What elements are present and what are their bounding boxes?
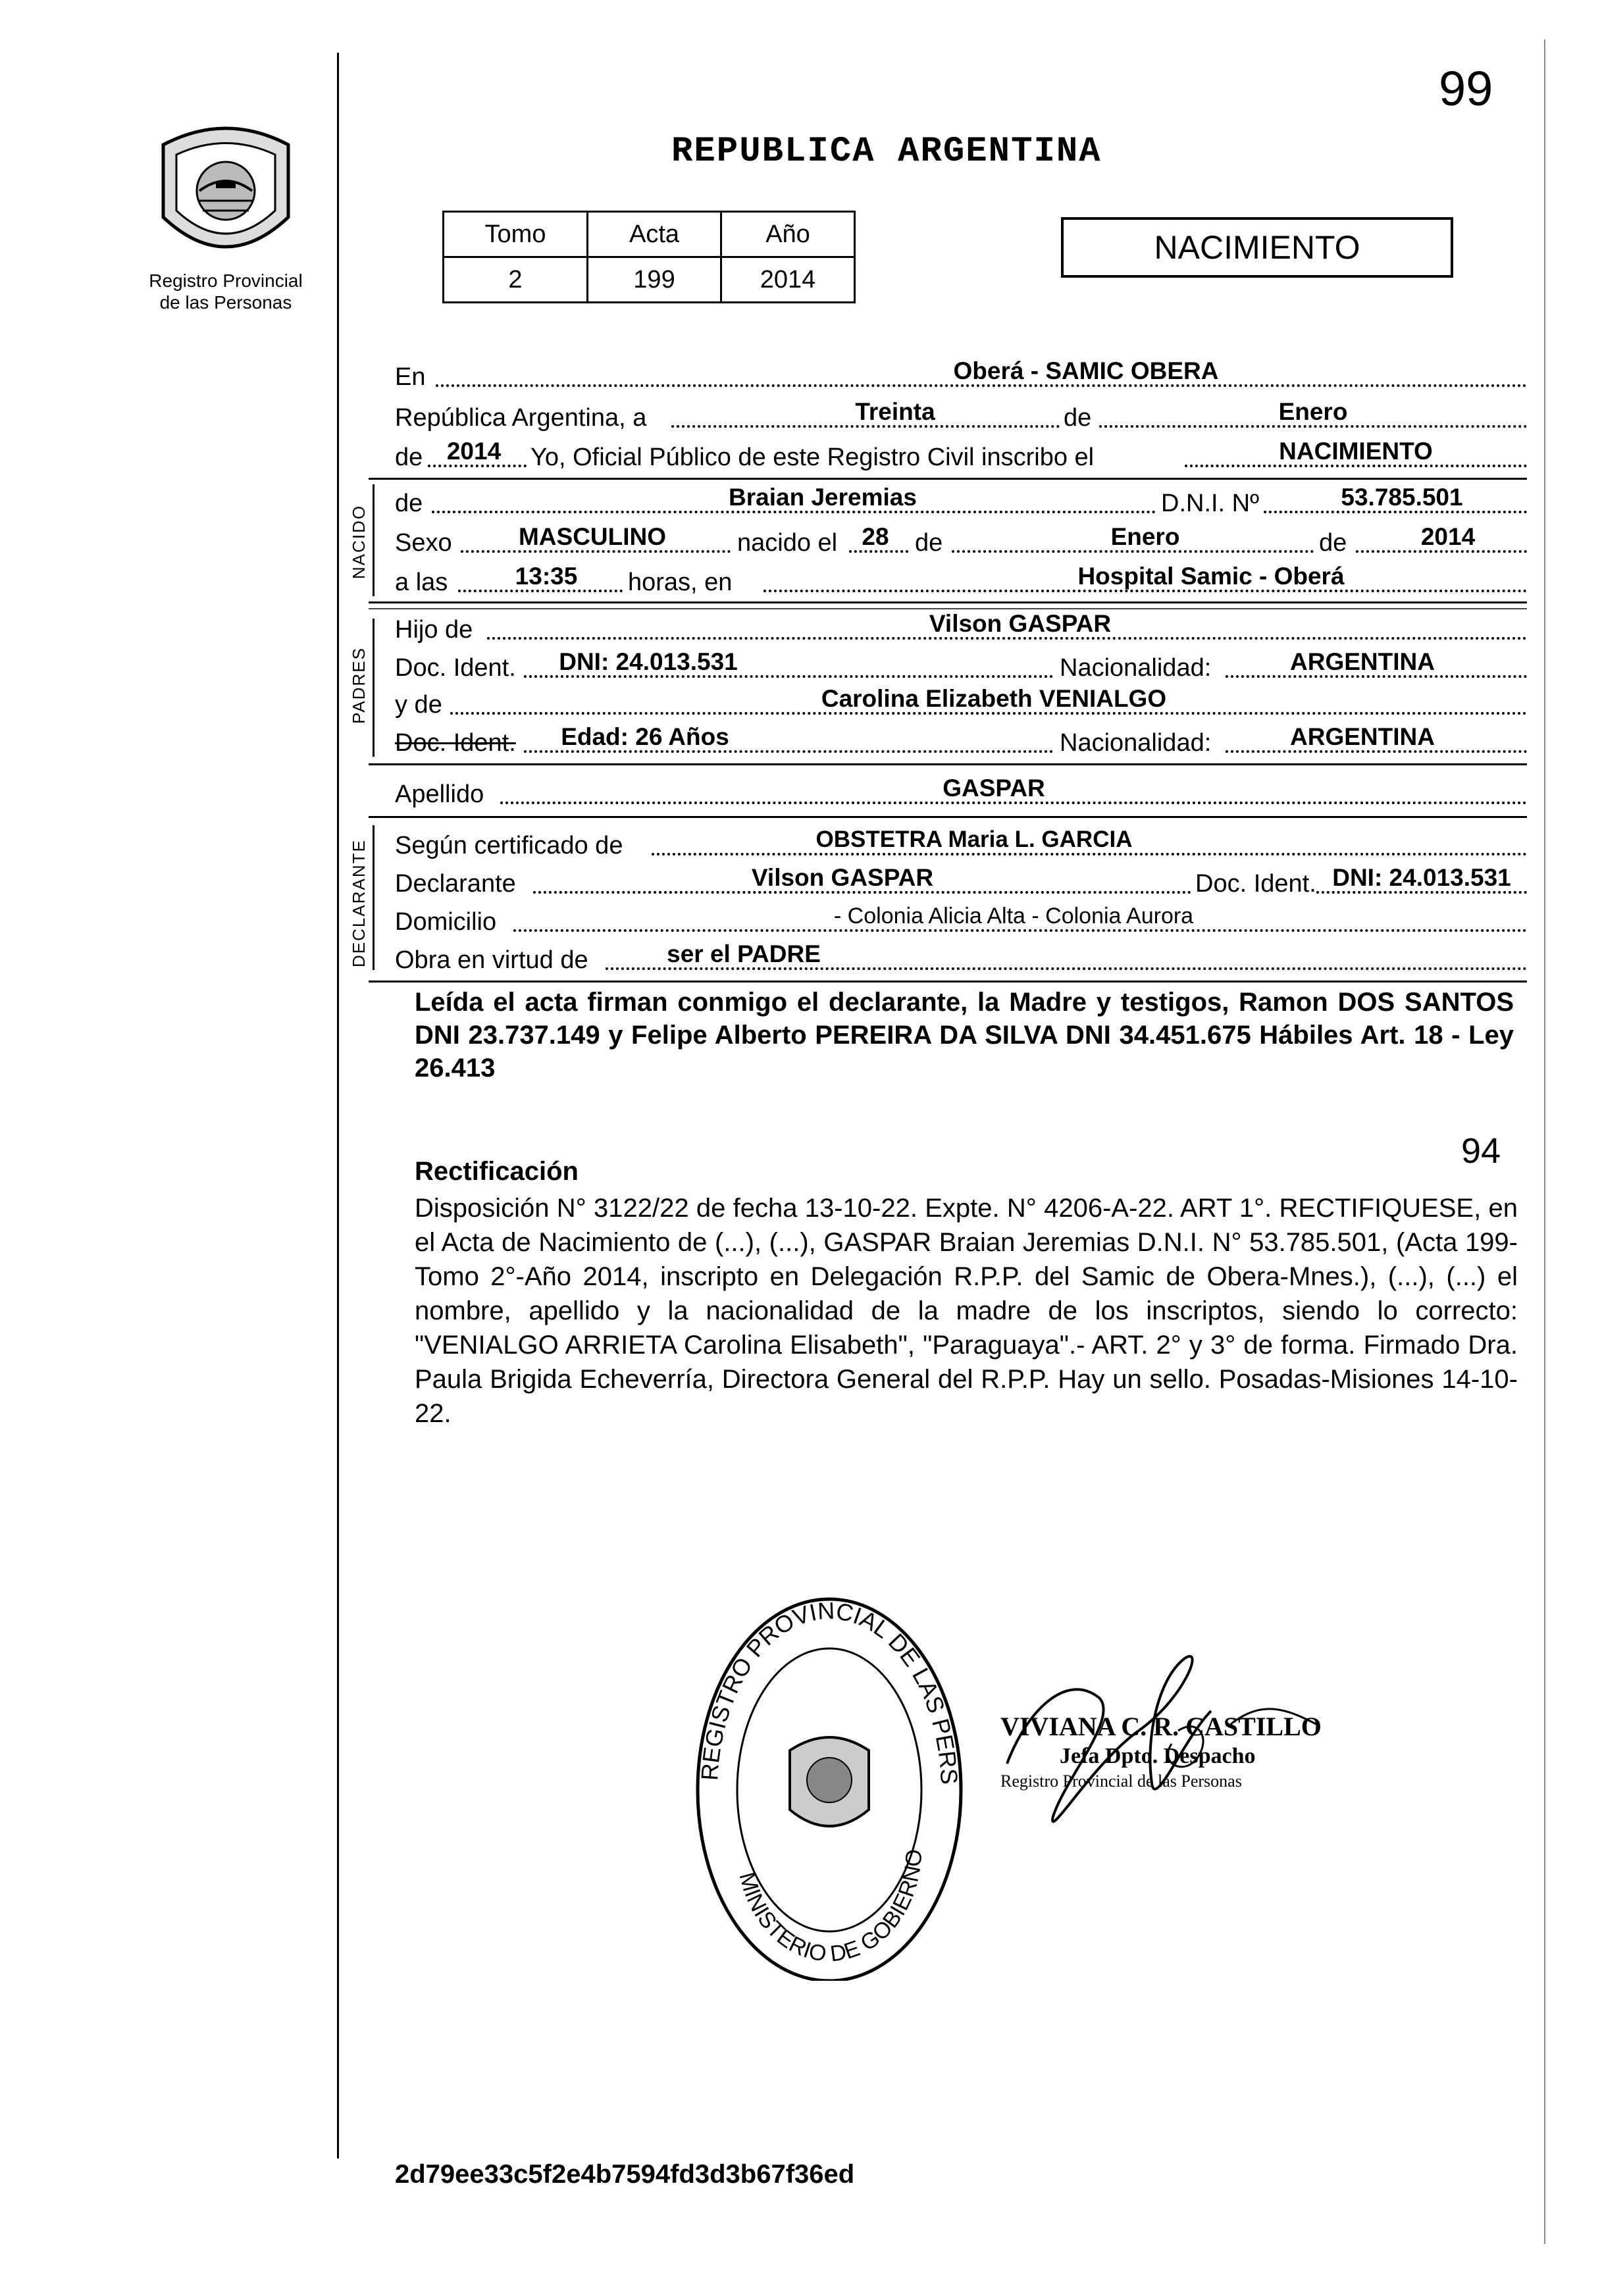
dots [952, 550, 1314, 553]
dots [1226, 675, 1527, 678]
label-horas-en: horas, en [628, 569, 733, 596]
nacido-bracket [373, 484, 375, 596]
label-nacionalidad-padre: Nacionalidad: [1060, 654, 1212, 682]
row-padre-doc [395, 648, 1527, 684]
signer-organization: Registro Provincial de las Personas [1000, 1772, 1242, 1791]
label-nacionalidad-madre: Nacionalidad: [1060, 729, 1212, 757]
label-y-de: y de [395, 691, 442, 719]
reference-table [442, 211, 856, 303]
section-divider [369, 478, 1527, 480]
section-divider [369, 763, 1527, 765]
registry-label [117, 270, 334, 313]
registry-label-line1: Registro Provincial [149, 270, 303, 291]
official-stamp [691, 1573, 968, 1981]
section-divider [369, 601, 1527, 603]
left-margin-line [337, 53, 339, 2158]
label-de-mes: de [915, 529, 943, 557]
ref-value-acta: 199 [588, 257, 721, 303]
label-apellido: Apellido [395, 780, 484, 808]
dots [487, 637, 1527, 640]
ref-value-anio: 2014 [721, 257, 855, 303]
record-type-box: NACIMIENTO [1061, 217, 1453, 278]
label-hijo-de: Hijo de [395, 616, 473, 644]
dots [763, 590, 1527, 592]
label-sexo: Sexo [395, 529, 452, 557]
dots [524, 675, 1053, 678]
registry-label-line2: de las Personas [159, 292, 292, 313]
value-madre: Carolina Elizabeth VENIALGO [821, 685, 1167, 712]
value-certificado: OBSTETRA Maria L. GARCIA [815, 827, 1133, 852]
dots [533, 891, 1191, 894]
label-doc-ident-declarante: Doc. Ident. [1195, 870, 1316, 898]
value-hora: 13:35 [515, 563, 578, 590]
row-hora-lugar [395, 563, 1527, 599]
value-anio-acta: 2014 [446, 438, 502, 465]
value-padre-nacionalidad: ARGENTINA [1290, 648, 1435, 675]
row-fecha-acta [395, 398, 1527, 434]
declarante-bracket [373, 825, 375, 970]
label-de: de [1064, 404, 1092, 432]
value-nombre: Braian Jeremias [729, 484, 917, 511]
value-lugar-nacimiento: Hospital Samic - Oberá [1077, 563, 1345, 590]
stamp-ring-top: REGISTRO PROVINCIAL DE LAS PERS [696, 1596, 964, 1785]
section-divider [369, 608, 1527, 609]
side-label-declarante: DECLARANTE [349, 839, 369, 967]
row-obra [395, 940, 1527, 977]
value-inscribe: NACIMIENTO [1279, 438, 1433, 465]
ref-value-tomo: 2 [444, 257, 588, 303]
signature-note: Leída el acta firman conmigo el declarante, la Madre y testigos, Ramon DOS SANTOS DNI 23.737.149 y Felipe Alberto PEREIRA DA SILVA DNI 34.451.675 Hábiles Art. 18 - Ley 26.413 [415, 988, 1514, 1083]
registry-emblem [150, 118, 301, 276]
dots [513, 929, 1527, 932]
value-dni: 53.785.501 [1341, 484, 1463, 511]
dots [1185, 465, 1527, 467]
row-madre-doc [395, 723, 1527, 759]
page-number-secondary: 94 [1461, 1131, 1501, 1171]
value-lugar: Oberá - SAMIC OBERA [953, 357, 1219, 384]
document-hash: 2d79ee33c5f2e4b7594fd3d3b67f36ed [395, 2160, 855, 2189]
section-divider [369, 816, 1527, 818]
value-madre-edad: Edad: 26 Años [561, 723, 729, 750]
signer-name: VIVIANA C. R. CASTILLO [1000, 1712, 1322, 1741]
dots [524, 750, 1053, 753]
row-lugar [395, 357, 1527, 394]
dots [1316, 891, 1527, 894]
label-nacido-el: nacido el [737, 529, 838, 557]
label-de-nombre: de [395, 490, 423, 517]
value-mes-acta: Enero [1278, 398, 1348, 425]
value-dia-nacimiento: 28 [862, 523, 889, 550]
value-padre: Vilson GASPAR [929, 610, 1112, 637]
dots [436, 384, 1527, 387]
stamp-ring-bottom: MINISTERIO DE GOBIERNO [734, 1848, 927, 1967]
side-label-nacido: NACIDO [349, 504, 369, 579]
label-segun-certificado: Según certificado de [395, 832, 623, 859]
value-declarante-doc: DNI: 24.013.531 [1332, 864, 1511, 891]
label-declarante: Declarante [395, 870, 516, 898]
dots [450, 712, 1527, 715]
value-obra: ser el PADRE [667, 940, 821, 967]
right-margin-line [1544, 39, 1545, 2244]
row-declarante [395, 864, 1527, 900]
label-yo-oficial: Yo, Oficial Público de este Registro Civil inscribo el [530, 444, 1095, 471]
label-doc-ident-padre: Doc. Ident. [395, 654, 516, 682]
rectification-body: Disposición N° 3122/22 de fecha 13-10-22. Expte. N° 4206-A-22. ART 1°. RECTIFIQUESE, en el Acta de Nacimiento de (...), (...), GASPAR Braian Jeremias D.N.I. N° 53.785.501, (Acta 199-Tomo 2°-Año 2014, inscripto en Delegación R.P.P. del Samic de Obera-Mnes.), (...), (...) el nombre, apellido y la nacionalidad de la madre de los inscriptos, siendo lo correcto: "VENIALGO ARRIETA Carolina Elisabeth", "Paraguaya".- ART. 2° y 3° de forma. Firmado Dra. Paula Brigida Echeverría, Directora General del R.P.P. Hay un sello. Posadas-Misiones 14-10-22. [415, 1194, 1518, 1428]
label-dni: D.N.I. Nº [1161, 490, 1259, 517]
ref-header-acta: Acta [588, 212, 721, 257]
dots [461, 550, 731, 553]
row-nombre [395, 484, 1527, 520]
value-madre-nacionalidad: ARGENTINA [1290, 723, 1435, 750]
row-apellido [395, 775, 1527, 811]
value-sexo: MASCULINO [518, 523, 667, 550]
dots [849, 550, 908, 553]
ref-header-tomo: Tomo [444, 212, 588, 257]
value-dia-acta: Treinta [855, 398, 935, 425]
value-anio-nacimiento: 2014 [1420, 523, 1476, 550]
label-republica: República Argentina, a [395, 404, 647, 432]
dots [458, 590, 623, 592]
dots [1226, 750, 1527, 753]
label-doc-ident-madre-struck: Doc. Ident. [395, 729, 516, 757]
value-domicilio: - Colonia Alicia Alta - Colonia Aurora [833, 904, 1194, 929]
label-obra-en-virtud: Obra en virtud de [395, 946, 588, 974]
value-padre-doc: DNI: 24.013.531 [559, 648, 738, 675]
official-signature [987, 1632, 1330, 1862]
row-domicilio [395, 906, 1527, 938]
label-domicilio: Domicilio [395, 908, 497, 936]
document-title: REPUBLICA ARGENTINA [671, 132, 1102, 172]
label-a-las: a las [395, 569, 448, 596]
dots [500, 802, 1527, 804]
row-inscripcion [395, 438, 1527, 474]
dots [671, 425, 1060, 428]
dots [1356, 550, 1527, 553]
signer-role: Jefa Dpto. Despacho [1060, 1744, 1256, 1768]
value-mes-nacimiento: Enero [1110, 523, 1180, 550]
svg-text:MINISTERIO DE GOBIERNO [734, 1849, 927, 1967]
label-en: En [395, 363, 426, 391]
page-number: 99 [1439, 61, 1493, 116]
label-de-anio: de [395, 444, 423, 471]
ref-header-anio: Año [721, 212, 855, 257]
padres-bracket [373, 619, 375, 757]
side-label-padres: PADRES [349, 647, 369, 724]
dots [1264, 511, 1527, 513]
dots [1099, 425, 1527, 428]
dots [652, 853, 1527, 855]
value-apellido: GASPAR [943, 775, 1045, 802]
dots [428, 465, 527, 467]
row-madre [395, 685, 1527, 721]
dots [432, 511, 1156, 513]
row-sexo-nacimiento [395, 523, 1527, 559]
row-certificado [395, 829, 1527, 862]
row-padre [395, 610, 1527, 646]
section-divider [369, 981, 1527, 982]
value-declarante: Vilson GASPAR [751, 864, 934, 891]
label-de-anio-nacimiento: de [1319, 529, 1347, 557]
rectification-title: Rectificación [415, 1157, 579, 1186]
dots [606, 967, 1527, 970]
